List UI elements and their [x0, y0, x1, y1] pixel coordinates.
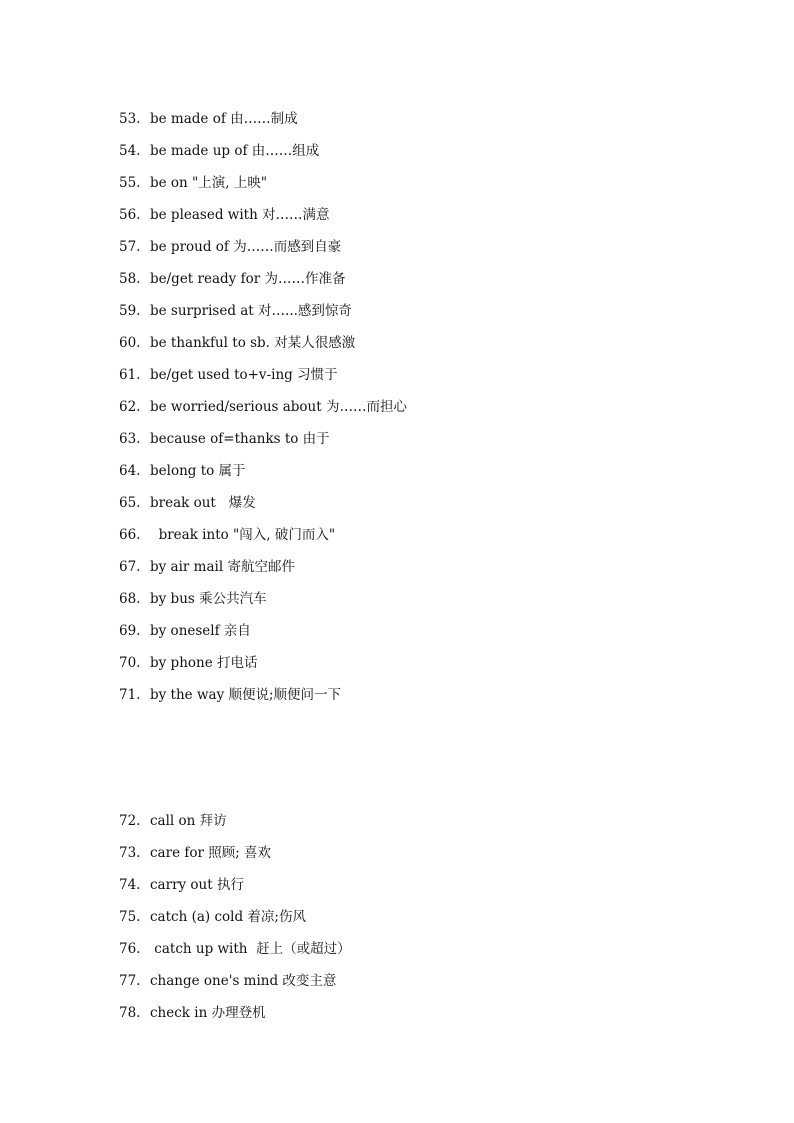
- item-number: 78.: [119, 1005, 141, 1021]
- item-number: 56.: [119, 207, 141, 223]
- item-number: 64.: [119, 463, 141, 479]
- item-number: 74.: [119, 877, 141, 893]
- item-text: be/get ready for 为……作准备: [150, 271, 346, 287]
- item-text: by phone 打电话: [150, 655, 258, 671]
- list-item: [119, 139, 739, 171]
- list-item: [119, 203, 739, 235]
- item-number: 70.: [119, 655, 141, 671]
- list-item: [119, 905, 739, 937]
- list-item: [119, 619, 739, 651]
- item-text: be made up of 由……组成: [150, 143, 320, 159]
- item-text: be made of 由……制成: [150, 111, 298, 127]
- item-number: 63.: [119, 431, 141, 447]
- item-text: belong to 属于: [150, 463, 246, 479]
- item-number: 69.: [119, 623, 141, 639]
- item-number: 60.: [119, 335, 141, 351]
- item-text: catch (a) cold 着凉;伤风: [150, 909, 306, 925]
- item-text: be surprised at 对…...感到惊奇: [150, 303, 352, 319]
- list-item: [119, 491, 739, 523]
- item-number: 67.: [119, 559, 141, 575]
- item-text: be thankful to sb. 对某人很感激: [150, 335, 356, 351]
- item-text: be on "上演, 上映": [150, 175, 268, 191]
- item-text: change one's mind 改变主意: [150, 973, 337, 989]
- list-item: [119, 363, 739, 395]
- item-text: call on 拜访: [150, 813, 227, 829]
- list-item: [119, 555, 739, 587]
- item-text: be worried/serious about 为……而担心: [150, 399, 407, 415]
- item-number: 53.: [119, 111, 141, 127]
- list-item: [119, 683, 739, 715]
- list-item: [119, 331, 739, 363]
- list-item: [119, 841, 739, 873]
- list-item: [119, 171, 739, 203]
- list-item: [119, 235, 739, 267]
- item-text: check in 办理登机: [150, 1005, 266, 1021]
- item-number: 55.: [119, 175, 141, 191]
- item-number: 75.: [119, 909, 141, 925]
- item-text: by bus 乘公共汽车: [150, 591, 267, 607]
- phrase-list-a: [119, 107, 739, 715]
- item-number: 61.: [119, 367, 141, 383]
- item-text: break out 爆发: [150, 495, 256, 511]
- item-text: by the way 顺便说;顺便问一下: [150, 687, 342, 703]
- item-text: by oneself 亲自: [150, 623, 251, 639]
- item-text: because of=thanks to 由于: [150, 431, 330, 447]
- list-item: [119, 809, 739, 841]
- item-text: carry out 执行: [150, 877, 244, 893]
- list-item: [119, 299, 739, 331]
- item-number: 62.: [119, 399, 141, 415]
- list-item: [119, 523, 739, 555]
- item-text: break into "闯入, 破门而入": [150, 527, 336, 543]
- list-item: [119, 427, 739, 459]
- item-text: be pleased with 对……满意: [150, 207, 330, 223]
- item-number: 68.: [119, 591, 141, 607]
- item-number: 65.: [119, 495, 141, 511]
- list-item: [119, 969, 739, 1001]
- item-number: 76.: [119, 941, 141, 957]
- item-number: 54.: [119, 143, 141, 159]
- item-number: 66.: [119, 527, 141, 543]
- item-number: 77.: [119, 973, 141, 989]
- item-number: 73.: [119, 845, 141, 861]
- list-item: [119, 873, 739, 905]
- phrase-list-b: [119, 809, 739, 1033]
- list-item: [119, 651, 739, 683]
- item-text: catch up with 赶上（或超过）: [150, 941, 351, 957]
- item-text: by air mail 寄航空邮件: [150, 559, 295, 575]
- list-item: [119, 267, 739, 299]
- item-number: 71.: [119, 687, 141, 703]
- list-item: [119, 107, 739, 139]
- list-item: [119, 587, 739, 619]
- item-number: 57.: [119, 239, 141, 255]
- item-text: be proud of 为……而感到自豪: [150, 239, 342, 255]
- item-text: care for 照顾; 喜欢: [150, 845, 272, 861]
- item-text: be/get used to+v-ing 习惯于: [150, 367, 338, 383]
- item-number: 59.: [119, 303, 141, 319]
- list-item: [119, 937, 739, 969]
- item-number: 58.: [119, 271, 141, 287]
- list-item: [119, 1001, 739, 1033]
- item-number: 72.: [119, 813, 141, 829]
- list-item: [119, 395, 739, 427]
- list-item: [119, 459, 739, 491]
